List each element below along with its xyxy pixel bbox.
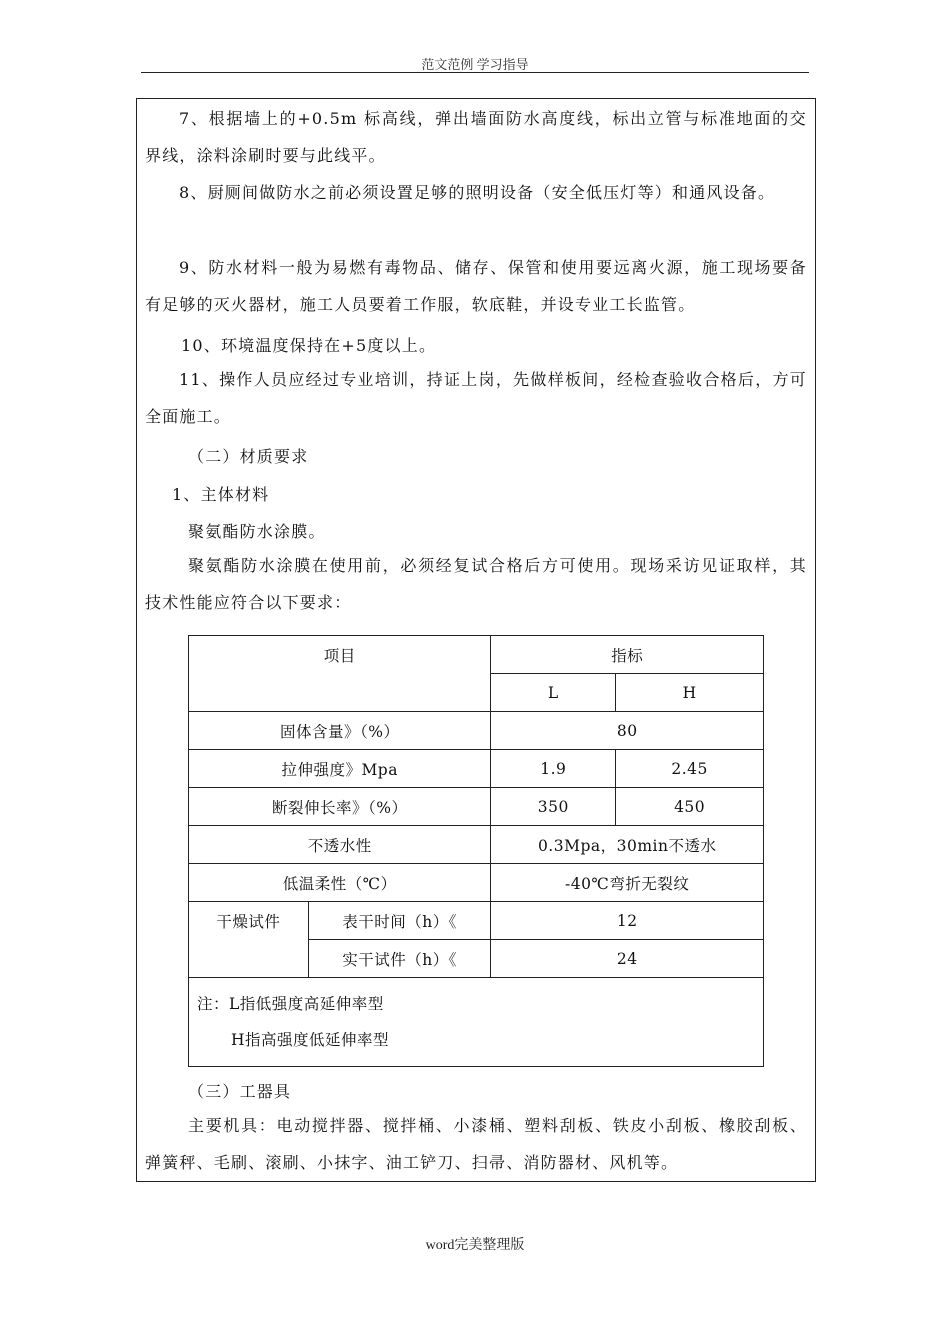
page-footer: word完美整理版 xyxy=(425,1238,525,1253)
header-H: H xyxy=(616,674,764,712)
solid-dry-value: 24 xyxy=(491,940,764,978)
paragraph-8: 8、厨厕间做防水之前必须设置足够的照明设备（安全低压灯等）和通风设备。 xyxy=(179,183,776,202)
row-label: 拉伸强度》Mpa xyxy=(189,750,491,788)
paragraph-11: 11、操作人员应经过专业培训，持证上岗，先做样板间，经检查验收合格后，方可全面施工。 xyxy=(145,370,807,426)
table-row xyxy=(189,636,764,674)
table-row xyxy=(189,750,764,788)
table-row xyxy=(189,826,764,864)
table-row xyxy=(189,978,764,1067)
row-label: 不透水性 xyxy=(189,826,491,864)
row-value-H: 2.45 xyxy=(616,750,764,788)
table-row xyxy=(189,788,764,826)
header-L: L xyxy=(491,674,616,712)
material-name: 聚氨酯防水涂膜。 xyxy=(188,522,326,541)
table-row xyxy=(189,712,764,750)
table-row xyxy=(189,902,764,940)
row-value-L: 350 xyxy=(491,788,616,826)
row-value-L: 1.9 xyxy=(491,750,616,788)
tools-paragraph: 主要机具：电动搅拌器、搅拌桶、小漆桶、塑料刮板、铁皮小刮板、橡胶刮板、弹簧秤、毛刷、滚刷、小抹字、油工铲刀、扫帚、消防器材、风机等。 xyxy=(145,1116,807,1172)
row-value: 80 xyxy=(491,712,764,750)
surface-dry-value: 12 xyxy=(491,902,764,940)
header-index: 指标 xyxy=(491,636,764,674)
note-line-2: H指高强度低延伸率型 xyxy=(231,1031,390,1049)
dry-sample-group: 干燥试件 xyxy=(189,902,309,978)
row-label: 固体含量》（%） xyxy=(189,712,491,750)
header-item: 项目 xyxy=(189,636,491,712)
item-main-material: 1、主体材料 xyxy=(172,485,270,504)
requirement-paragraph: 聚氨酯防水涂膜在使用前，必须经复试合格后方可使用。现场采访见证取样，其技术性能应符合以下要求： xyxy=(145,556,807,612)
row-label: 低温柔性（℃） xyxy=(189,864,491,902)
table-note xyxy=(189,978,764,1067)
row-value-H: 450 xyxy=(616,788,764,826)
paragraph-10: 10、环境温度保持在+5度以上。 xyxy=(181,336,437,355)
row-label: 断裂伸长率》（%） xyxy=(189,788,491,826)
paragraph-7: 7、根据墙上的+0.5m 标高线，弹出墙面防水高度线，标出立管与标准地面的交界线，涂料涂刷时要与此线平。 xyxy=(145,109,807,165)
header-rule xyxy=(141,72,809,73)
row-value: -40℃弯折无裂纹 xyxy=(491,864,764,902)
row-value: 0.3Mpa，30min不透水 xyxy=(491,826,764,864)
solid-dry-label: 实干试件（h）《 xyxy=(308,940,491,978)
spec-table xyxy=(188,635,764,1067)
surface-dry-label: 表干时间（h）《 xyxy=(308,902,491,940)
page-header: 范文范例 学习指导 xyxy=(421,57,529,72)
note-line-1: 注：L指低强度高延伸率型 xyxy=(197,995,384,1013)
table-row xyxy=(189,864,764,902)
section-heading-tools: （三）工器具 xyxy=(188,1082,292,1101)
section-heading-materials: （二）材质要求 xyxy=(188,447,309,466)
paragraph-9: 9、防水材料一般为易燃有毒物品、储存、保管和使用要远离火源，施工现场要备有足够的灭火器材，施工人员要着工作服，软底鞋，并设专业工长监管。 xyxy=(145,258,807,314)
